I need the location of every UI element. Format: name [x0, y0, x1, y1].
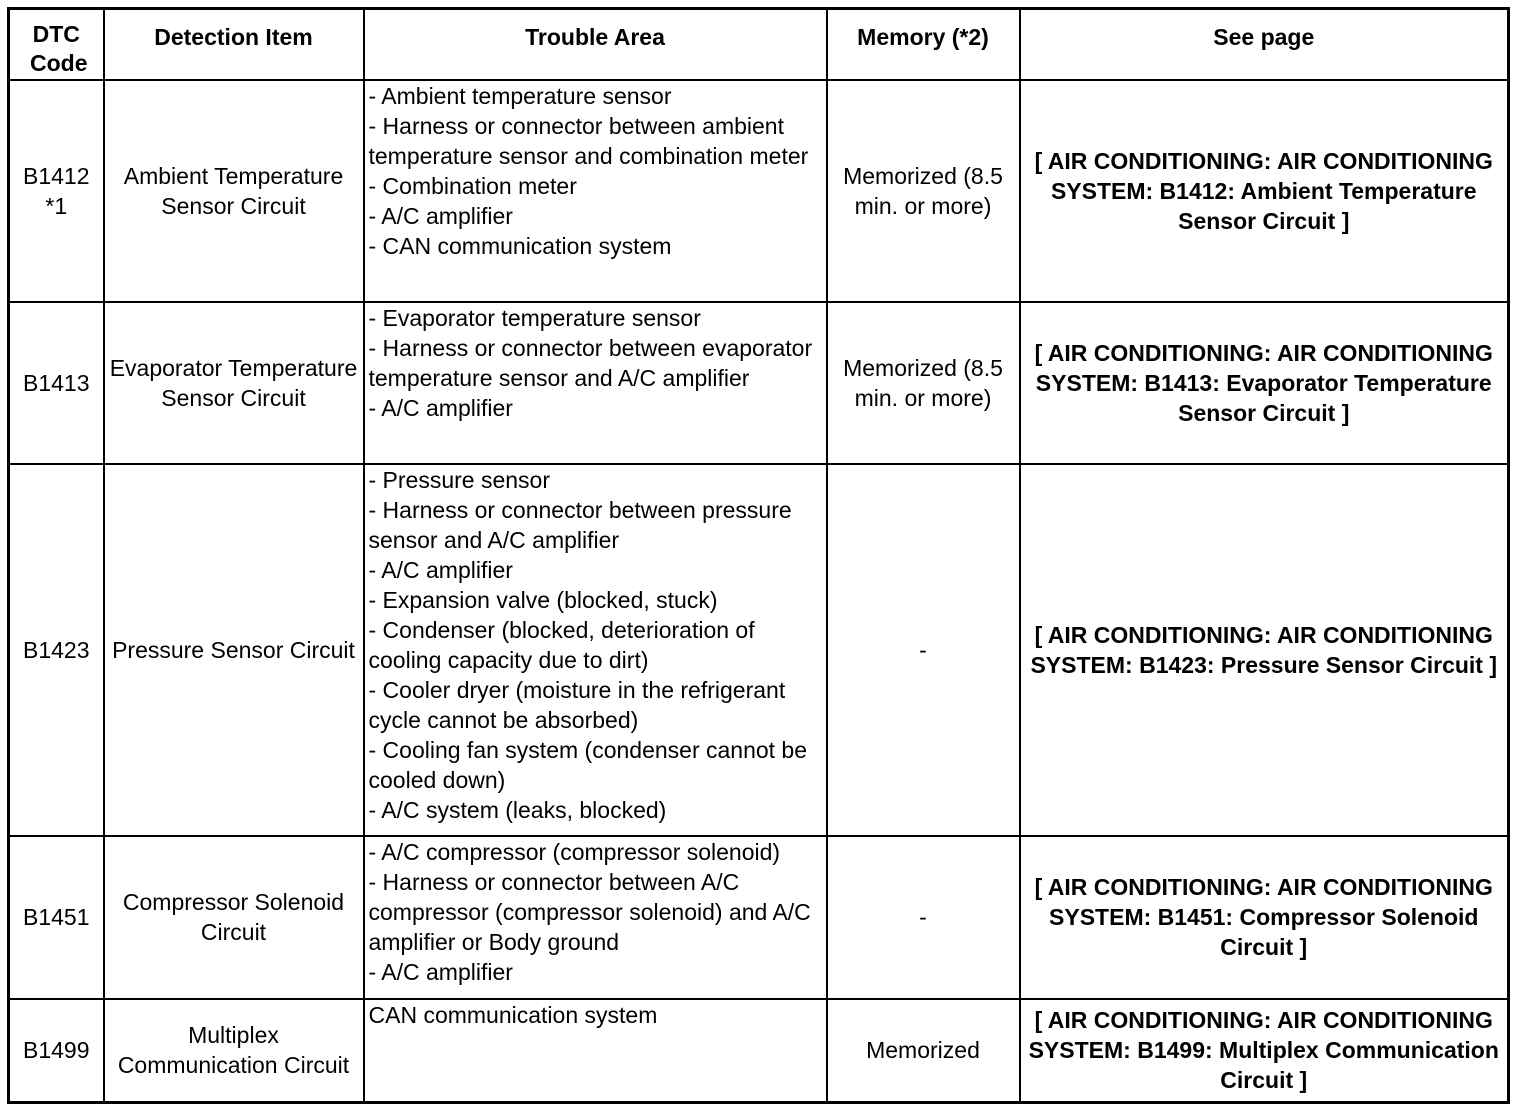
see-page-link[interactable]: [ AIR CONDITIONING: AIR CONDITIONING SYSTEM: B1451: Compressor Solenoid Circuit ] — [1020, 836, 1509, 999]
table-row — [9, 999, 1509, 1103]
see-page-link[interactable]: [ AIR CONDITIONING: AIR CONDITIONING SYSTEM: B1413: Evaporator Temperature Sensor Circuit ] — [1020, 302, 1509, 464]
trouble-area — [364, 836, 827, 999]
see-page-link[interactable]: [ AIR CONDITIONING: AIR CONDITIONING SYSTEM: B1499: Multiplex Communication Circuit ] — [1020, 999, 1509, 1103]
detection-item: Compressor Solenoid Circuit — [104, 836, 364, 999]
header-see-page: See page — [1020, 9, 1509, 80]
memory-status: - — [827, 836, 1020, 999]
memory-status: Memorized (8.5 min. or more) — [827, 302, 1020, 464]
memory-status: - — [827, 464, 1020, 836]
header-memory: Memory (*2) — [827, 9, 1020, 80]
trouble-area — [364, 302, 827, 464]
memory-status: Memorized — [827, 999, 1020, 1103]
trouble-area — [364, 80, 827, 302]
dtc-code-cell — [9, 80, 104, 302]
trouble-area-line: - Harness or connector between pressure sensor and A/C amplifier — [368, 496, 792, 553]
detection-item: Evaporator Temperature Sensor Circuit — [104, 302, 364, 464]
dtc-code-note: *1 — [45, 192, 68, 219]
trouble-area — [364, 999, 827, 1103]
trouble-area-line: - Pressure sensor — [368, 466, 551, 493]
trouble-area-line: - A/C amplifier — [368, 202, 513, 229]
trouble-area-line: - Combination meter — [368, 172, 577, 199]
dtc-code: B1413 — [9, 302, 104, 464]
detection-item: Multiplex Communication Circuit — [104, 999, 364, 1103]
trouble-area-line: - A/C system (leaks, blocked) — [368, 796, 667, 823]
dtc-code: B1412 — [22, 162, 90, 189]
trouble-area-line: - Ambient temperature sensor — [368, 82, 672, 109]
trouble-area-line: - A/C amplifier — [368, 556, 513, 583]
trouble-area-line: - A/C compressor (compressor solenoid) — [368, 838, 781, 865]
see-page-link[interactable]: [ AIR CONDITIONING: AIR CONDITIONING SYSTEM: B1423: Pressure Sensor Circuit ] — [1020, 464, 1509, 836]
dtc-code: B1499 — [9, 999, 104, 1103]
detection-item: Pressure Sensor Circuit — [104, 464, 364, 836]
trouble-area-line: CAN communication system — [368, 1001, 658, 1028]
dtc-table — [7, 7, 1510, 1104]
header-trouble-area: Trouble Area — [364, 9, 827, 80]
trouble-area-line: - Evaporator temperature sensor — [368, 304, 701, 331]
header-detection-item: Detection Item — [104, 9, 364, 80]
trouble-area-line: - Expansion valve (blocked, stuck) — [368, 586, 718, 613]
detection-item: Ambient Temperature Sensor Circuit — [104, 80, 364, 302]
see-page-link[interactable]: [ AIR CONDITIONING: AIR CONDITIONING SYSTEM: B1412: Ambient Temperature Sensor Circuit ] — [1020, 80, 1509, 302]
table-row — [9, 464, 1509, 836]
header-dtc-code: DTC Code — [9, 9, 104, 80]
trouble-area-line: - Harness or connector between ambient temperature sensor and combination meter — [368, 112, 809, 169]
trouble-area-line: - Harness or connector between A/C compressor (compressor solenoid) and A/C amplifier or Body ground — [368, 868, 811, 955]
dtc-code: B1423 — [9, 464, 104, 836]
trouble-area-line: - Harness or connector between evaporator temperature sensor and A/C amplifier — [368, 334, 813, 391]
trouble-area-line: - Condenser (blocked, deterioration of cooling capacity due to dirt) — [368, 616, 755, 673]
header-row — [9, 9, 1509, 80]
trouble-area-line: - Cooler dryer (moisture in the refrigerant cycle cannot be absorbed) — [368, 676, 786, 733]
trouble-area — [364, 464, 827, 836]
trouble-area-line: - A/C amplifier — [368, 394, 513, 421]
table-row — [9, 836, 1509, 999]
dtc-code: B1451 — [9, 836, 104, 999]
memory-status: Memorized (8.5 min. or more) — [827, 80, 1020, 302]
table-row — [9, 80, 1509, 302]
trouble-area-line: - Cooling fan system (condenser cannot be cooled down) — [368, 736, 808, 793]
table-row — [9, 302, 1509, 464]
trouble-area-line: - A/C amplifier — [368, 958, 513, 985]
trouble-area-line: - CAN communication system — [368, 232, 672, 259]
